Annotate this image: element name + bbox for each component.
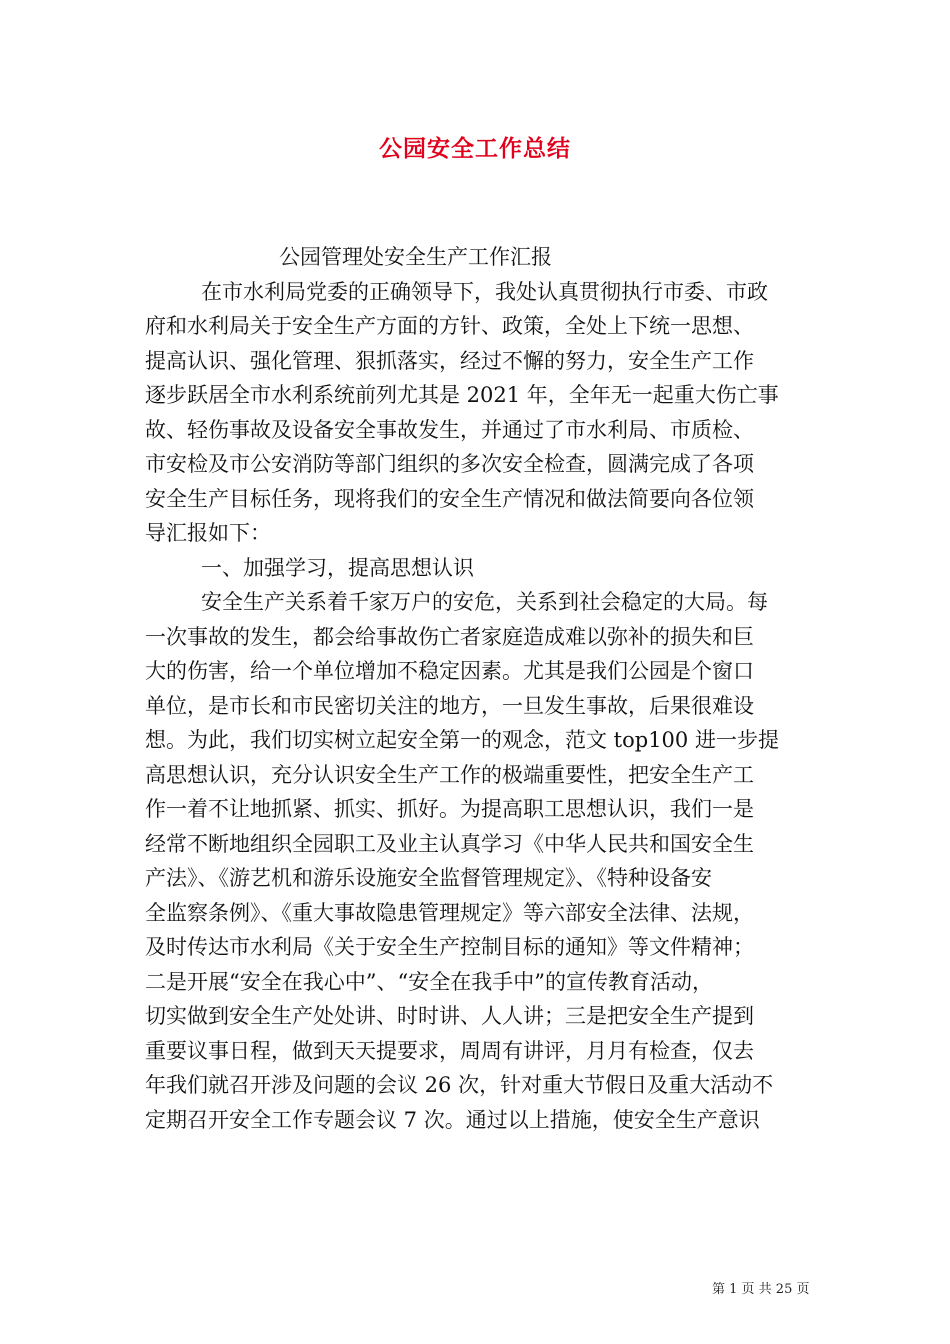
page-number: 第 1 页 共 25 页 (712, 1282, 810, 1297)
text-line: 年我们就召开涉及问题的会议 26 次，针对重大节假日及重大活动不 (145, 1073, 774, 1097)
text-line: 高思想认识，充分认识安全生产工作的极端重要性，把安全生产工 (145, 762, 754, 787)
text-line: 作一着不让地抓紧、抓实、抓好。为提高职工思想认识，我们一是 (145, 797, 754, 821)
section-paragraph (145, 585, 805, 1137)
text-line: 提高认识、强化管理、狠抓落实，经过不懈的努力，安全生产工作 (145, 348, 754, 373)
text-line: 市安检及市公安消防等部门组织的多次安全检查，圆满完成了各项 (145, 452, 754, 476)
text-line: 切实做到安全生产处处讲、时时讲、人人讲；三是把安全生产提到 (145, 1004, 754, 1028)
text-line: 全监察条例》、《重大事故隐患管理规定》等六部安全法律、法规， (145, 900, 754, 925)
text-line: 一次事故的发生，都会给事故伤亡者家庭造成难以弥补的损失和巨 (145, 624, 754, 649)
text-line: 产法》、《游艺机和游乐设施安全监督管理规定》、《特种设备安 (145, 866, 712, 890)
text-line: 定期召开安全工作专题会议 7 次。通过以上措施，使安全生产意识 (145, 1107, 760, 1132)
text-line: 逐步跃居全市水利系统前列尤其是 2021 年，全年无一起重大伤亡事 (145, 383, 779, 407)
text-line: 及时传达市水利局《关于安全生产控制目标的通知》等文件精神； (145, 935, 754, 959)
text-line: 安全生产目标任务，现将我们的安全生产情况和做法简要向各位领 (145, 486, 754, 511)
text-line: 在市水利局党委的正确领导下，我处认真贯彻执行市委、市政 (201, 279, 768, 304)
document-title: 公园安全工作总结 (379, 136, 571, 162)
text-line: 故、轻伤事故及设备安全事故发生，并通过了市水利局、市质检、 (145, 417, 754, 442)
text-line: 单位，是市长和市民密切关注的地方，一旦发生事故，后果很难设 (145, 693, 754, 718)
text-line: 安全生产关系着千家万户的安危，关系到社会稳定的大局。每 (201, 590, 768, 614)
text-line: 导汇报如下： (145, 521, 271, 545)
intro-paragraph (145, 275, 805, 551)
text-line: 大的伤害，给一个单位增加不稳定因素。尤其是我们公园是个窗口 (145, 659, 754, 683)
text-line: 重要议事日程，做到天天提要求，周周有讲评，月月有检查，仅去 (145, 1038, 754, 1063)
text-line: 经常不断地组织全园职工及业主认真学习《中华人民共和国安全生 (145, 831, 754, 856)
document-body (145, 240, 805, 1137)
text-line: 想。为此，我们切实树立起安全第一的观念，范文 top100 进一步提 (145, 728, 779, 752)
section-heading: 一、加强学习，提高思想认识 (201, 555, 474, 580)
text-line: 府和水利局关于安全生产方面的方针、政策，全处上下统一思想、 (145, 314, 754, 338)
text-line: 二是开展“安全在我心中”、“安全在我手中”的宣传教育活动， (145, 969, 713, 994)
report-subtitle: 公园管理处安全生产工作汇报 (279, 245, 552, 269)
